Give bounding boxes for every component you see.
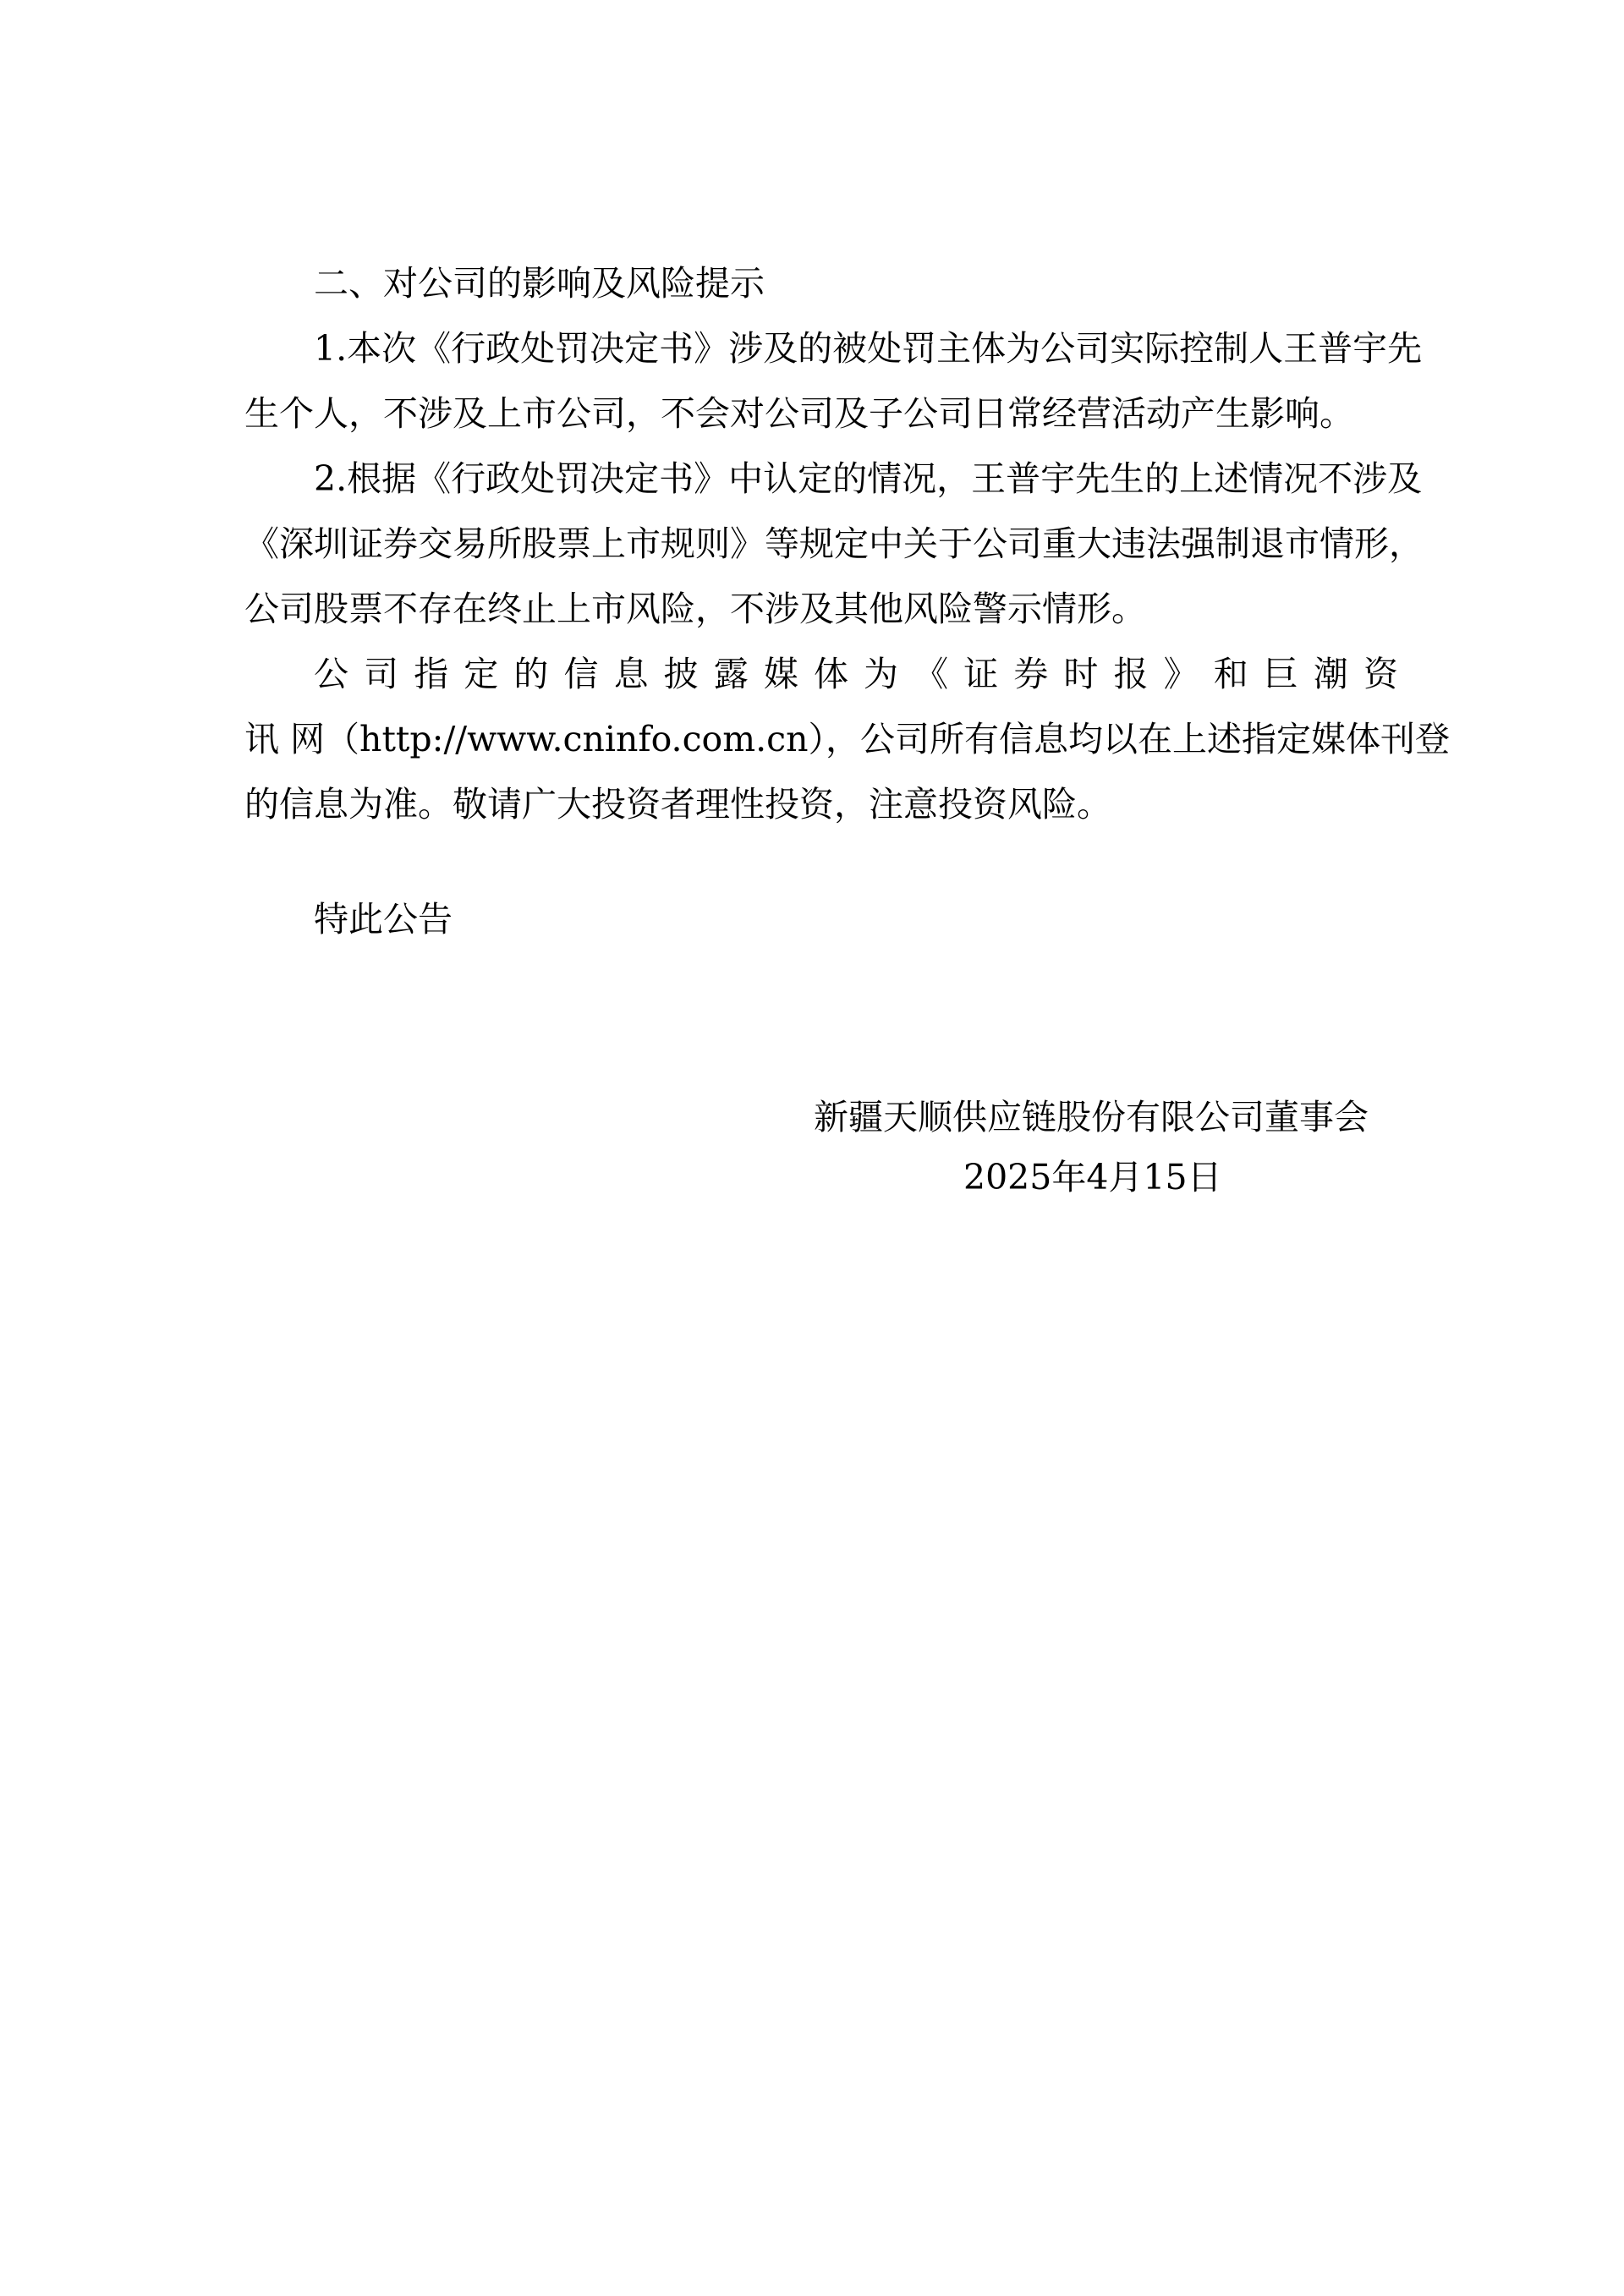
media-line3: 的信息为准。敬请广大投资者理性投资，注意投资风险。 <box>244 784 1111 825</box>
signature-date: 2025年4月15日 <box>963 1157 1222 1197</box>
media-line1: 公 司 指 定 的 信 息 披 露 媒 体 为 《 证 券 时 报 》 和 巨 潮 资 <box>314 654 1398 694</box>
media-line2: 讯 网（http://www.cninfo.com.cn），公司所有信息均以在上述指定媒体刊登 <box>244 719 1451 759</box>
item1-line2: 生个人，不涉及上市公司，不会对公司及子公司日常经营活动产生影响。 <box>244 393 1354 434</box>
item1-line1: 1.本次《行政处罚决定书》涉及的被处罚主体为公司实际控制人王普宇先 <box>314 328 1423 369</box>
signature-company: 新疆天顺供应链股份有限公司董事会 <box>814 1097 1369 1137</box>
item2-line3: 公司股票不存在终止上市风险，不涉及其他风险警示情形。 <box>244 589 1146 629</box>
item2-line2: 《深圳证券交易所股票上市规则》等规定中关于公司重大违法强制退市情形， <box>244 523 1424 564</box>
item2-line1: 2.根据《行政处罚决定书》中认定的情况，王普宇先生的上述情况不涉及 <box>314 458 1423 499</box>
closing-text: 特此公告 <box>314 899 453 940</box>
section-heading: 二、对公司的影响及风险提示 <box>314 263 765 304</box>
